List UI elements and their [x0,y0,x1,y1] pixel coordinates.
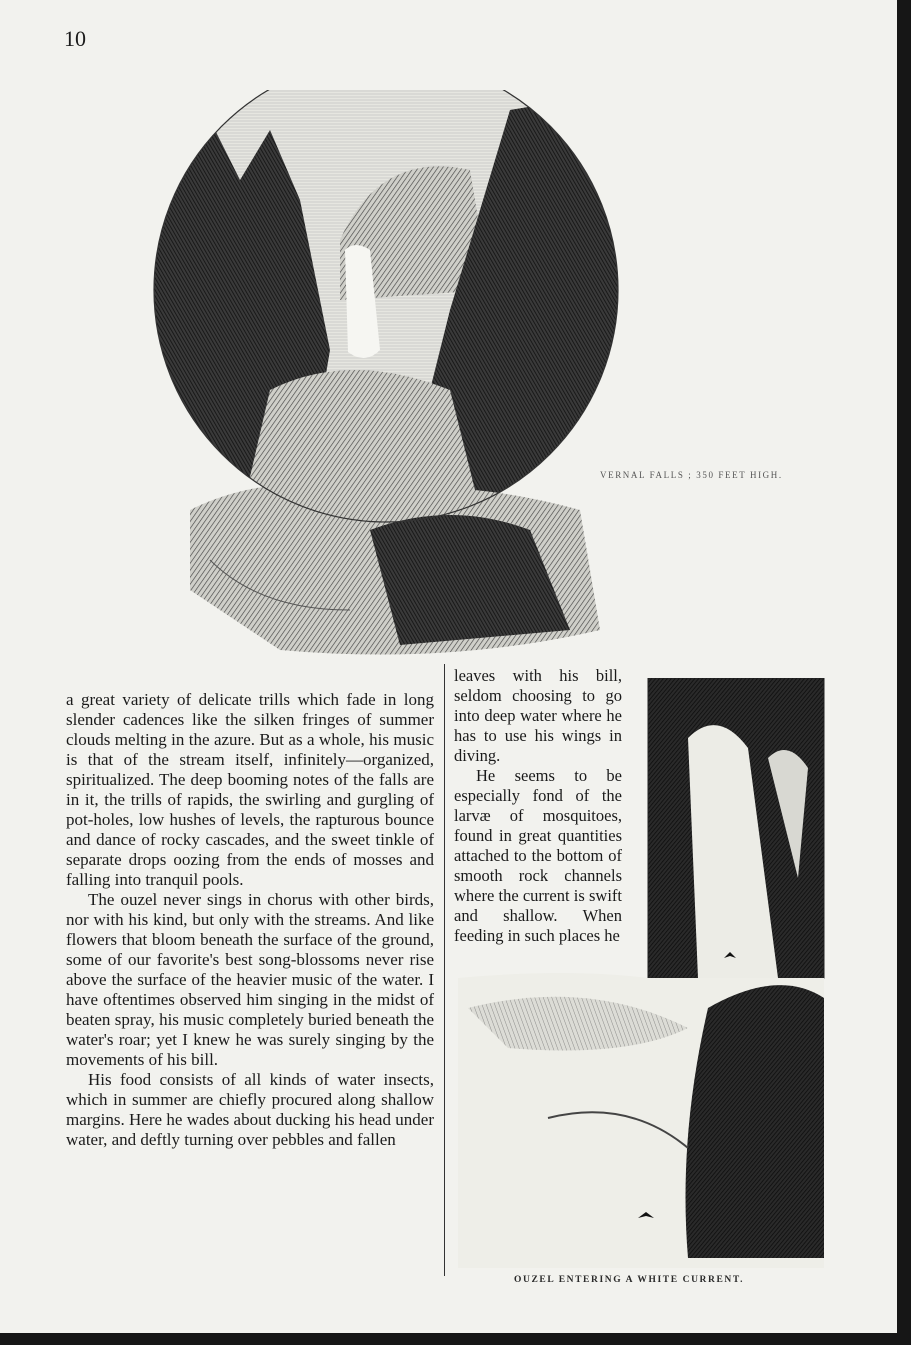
paragraph: The ouzel never sings in chorus with other birds, nor with his kind, but only with the streams. And like flowers that bloom beneath the surface of the ground, some of our favorite's best song-blossoms never rise above the surface of the heavier music of the water. I have oftentimes observed him singing in the midst of beaten spray, his music completely buried beneath the water's roar; yet I knew he was surely singing by the movements of his bill. [66,890,434,1069]
paragraph: He seems to be especially fond of the larvæ of mosquitoes, found in great quantities attached to the bottom of smooth rock channels where the current is swift and shallow. When feeding in such places he [454,766,622,945]
page-edge-right [897,0,911,1345]
left-column [66,690,434,1150]
paragraph: leaves with his bill, seldom choosing to go into deep water where he has to use his wings in diving. [454,666,622,765]
page-number: 10 [64,26,86,51]
paragraph: a great variety of delicate trills which fade in long slender cadences like the silken fringes of summer clouds melting in the azure. But as a whole, his music is that of the stream itself, infinitely—organized, spiritualized. The deep booming notes of the falls are in it, the trills of rapids, the swirling and gurgling of pot-holes, low hushes of levels, the rapturous bounce and dance of rocky cascades, and the sweet tinkle of separate drops oozing from the ends of mosses and falling into tranquil pools. [66,690,434,889]
vernal-falls-engraving [150,90,630,670]
falls-caption: VERNAL FALLS ; 350 FEET HIGH. [600,470,783,480]
column-divider [444,664,445,1276]
page-edge-bottom [0,1333,911,1345]
ouzel-engraving [448,678,828,1268]
paragraph: His food consists of all kinds of water insects, which in summer are chiefly procured along shallow margins. Here he wades about ducking his head under water, and deftly turning over pebbles and fallen [66,1070,434,1149]
ouzel-caption: OUZEL ENTERING A WHITE CURRENT. [514,1275,745,1285]
